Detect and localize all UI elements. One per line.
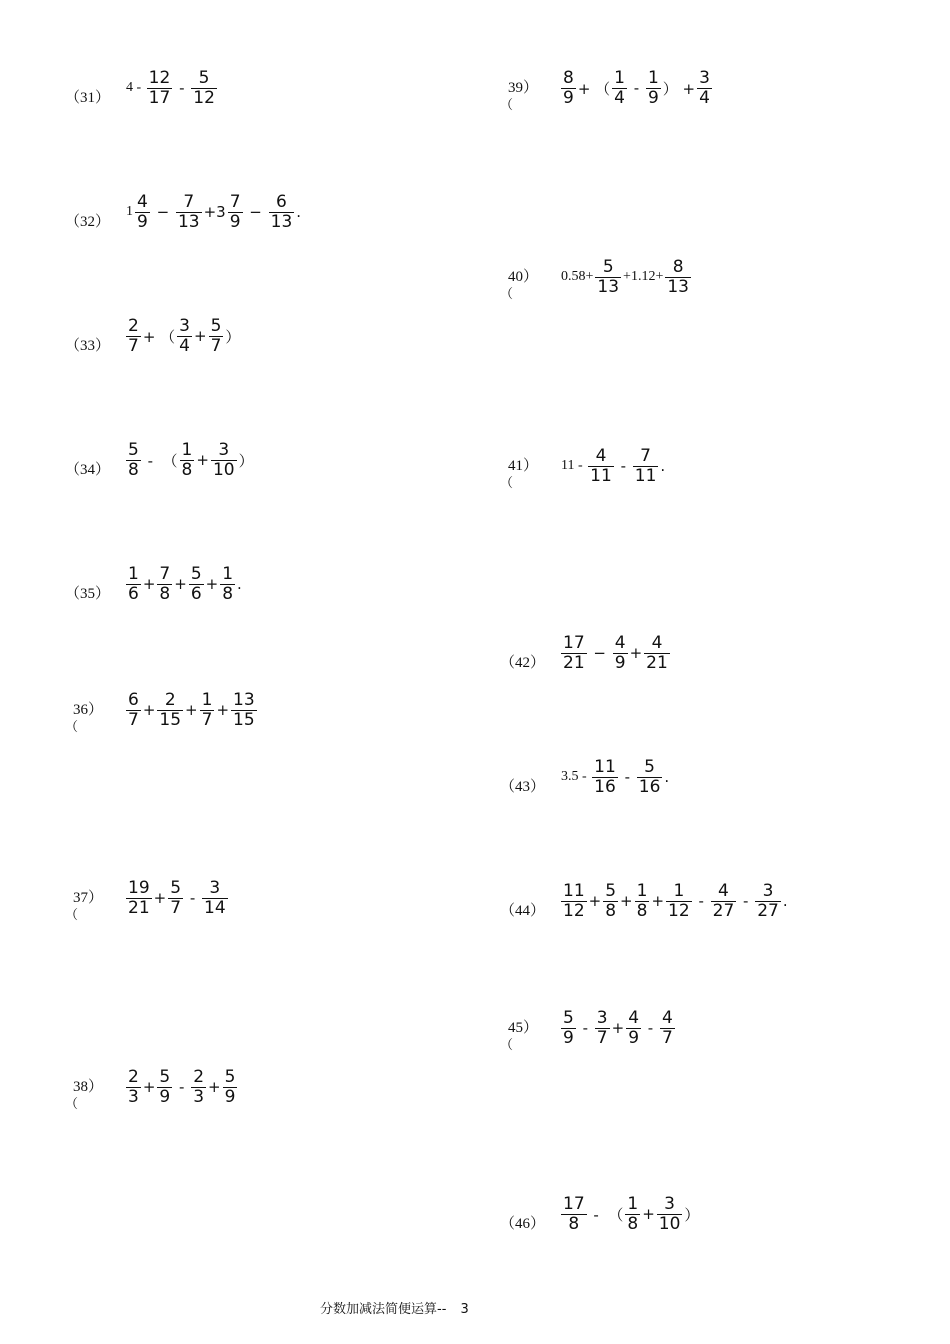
- fraction: [126, 1068, 141, 1107]
- numerator: 5: [210, 315, 222, 336]
- operator-text: 1: [126, 204, 133, 219]
- problem-number-paren: （: [65, 1096, 79, 1111]
- expression: [560, 629, 671, 677]
- fraction: [697, 69, 712, 108]
- operator-text: 3.5 -: [561, 769, 591, 784]
- fraction: [191, 1068, 206, 1107]
- numerator: 1: [128, 563, 139, 584]
- fraction: [269, 193, 295, 232]
- operator-text: +: [611, 1019, 625, 1037]
- fraction: [711, 882, 737, 921]
- fraction: [561, 1195, 587, 1234]
- operator-text: .: [296, 203, 302, 221]
- numerator: 1: [647, 67, 659, 88]
- operator-text: +: [208, 1078, 221, 1096]
- numerator: 3: [596, 1007, 608, 1028]
- numerator: 3: [179, 315, 190, 336]
- denominator: 3: [128, 1086, 139, 1107]
- fraction: [211, 441, 237, 480]
- numerator: 4: [628, 1007, 640, 1028]
- expression: [560, 64, 713, 112]
- operator-text: -: [643, 1019, 658, 1037]
- denominator: 9: [229, 211, 241, 232]
- operator-text: +: [194, 327, 207, 345]
- expression: [560, 442, 666, 490]
- problem-number: （34）: [65, 462, 111, 478]
- operator-text: - （: [588, 1205, 624, 1224]
- page-footer: [320, 1298, 469, 1317]
- operator-text: .: [782, 892, 788, 910]
- operator-text: -: [619, 768, 635, 786]
- fraction: [176, 193, 202, 232]
- denominator: 21: [128, 897, 150, 918]
- denominator: 10: [658, 1213, 681, 1234]
- operator-text: -: [174, 1078, 190, 1096]
- numerator: 5: [644, 756, 655, 777]
- fraction: [626, 1009, 641, 1048]
- problem-number: 37）: [73, 890, 104, 906]
- fraction: [612, 69, 627, 108]
- fraction: [191, 69, 217, 108]
- operator-text: +: [651, 892, 665, 910]
- problem-number-paren: （: [500, 286, 514, 301]
- fraction: [180, 441, 195, 480]
- operator-text: -: [185, 889, 200, 907]
- operator-text: −: [151, 203, 174, 221]
- denominator: 8: [605, 900, 617, 921]
- denominator: 8: [159, 583, 171, 604]
- fraction: [635, 882, 650, 921]
- problem-number: （42）: [500, 655, 546, 671]
- denominator: 13: [667, 276, 689, 297]
- denominator: 10: [212, 459, 235, 480]
- fraction: [147, 69, 173, 108]
- fraction: [135, 193, 150, 232]
- fraction: [657, 1195, 683, 1234]
- numerator: 7: [183, 191, 195, 212]
- operator-text: +: [216, 701, 230, 719]
- operator-text: +: [142, 701, 156, 719]
- fraction: [644, 634, 670, 673]
- numerator: 3: [218, 439, 230, 460]
- numerator: 4: [614, 632, 626, 653]
- denominator: 12: [193, 87, 215, 108]
- operator-text: ）: [238, 451, 254, 470]
- numerator: 4: [718, 880, 729, 901]
- expression: [560, 753, 670, 801]
- problem-number: （46）: [500, 1216, 546, 1232]
- denominator: 4: [614, 87, 625, 108]
- operator-text: +1.12+: [623, 269, 664, 284]
- denominator: 13: [270, 211, 293, 232]
- fraction: [660, 1009, 675, 1048]
- problem-number: （43）: [500, 779, 546, 795]
- numerator: 5: [170, 877, 182, 898]
- expression: [560, 253, 692, 301]
- fraction: [666, 882, 692, 921]
- fraction: [126, 691, 141, 730]
- fraction: [665, 258, 691, 297]
- operator-text: +: [588, 892, 602, 910]
- denominator: 15: [233, 709, 255, 730]
- operator-text: .: [664, 768, 670, 786]
- denominator: 9: [647, 87, 659, 108]
- denominator: 9: [224, 1086, 236, 1107]
- numerator: 3: [762, 880, 774, 901]
- numerator: 13: [233, 689, 255, 710]
- operator-text: 0.58+: [561, 269, 594, 284]
- expression: [125, 686, 258, 734]
- operator-text: +: [642, 1205, 655, 1223]
- operator-text: +: [185, 701, 198, 719]
- fraction: [202, 879, 228, 918]
- fraction: [231, 691, 257, 730]
- problem-number: （35）: [65, 586, 111, 602]
- operator-text: +: [629, 644, 643, 662]
- denominator: 8: [181, 459, 193, 480]
- fraction: [209, 317, 224, 356]
- denominator: 7: [128, 335, 139, 356]
- operator-text: 4 -: [126, 80, 145, 95]
- fraction: [126, 317, 141, 356]
- expression: [125, 312, 241, 360]
- numerator: 3: [209, 877, 221, 898]
- denominator: 12: [563, 900, 585, 921]
- operator-text: +: [174, 575, 187, 593]
- numerator: 8: [672, 256, 684, 277]
- problem-number-paren: （: [500, 1037, 514, 1052]
- operator-text: -: [629, 79, 644, 97]
- fraction: [157, 691, 183, 730]
- numerator: 5: [190, 563, 202, 584]
- fraction: [157, 1068, 172, 1107]
- operator-text: .: [660, 457, 666, 475]
- fraction: [177, 317, 192, 356]
- denominator: 7: [661, 1027, 673, 1048]
- expression: [560, 1190, 700, 1238]
- denominator: 21: [563, 652, 585, 673]
- fraction: [603, 882, 618, 921]
- denominator: 7: [596, 1027, 608, 1048]
- fraction: [633, 447, 659, 486]
- numerator: 12: [148, 67, 171, 88]
- denominator: 9: [137, 211, 148, 232]
- numerator: 17: [563, 1193, 585, 1214]
- problem-number: （31）: [65, 90, 111, 106]
- operator-text: ） +: [662, 79, 696, 98]
- fraction: [168, 879, 183, 918]
- numerator: 5: [198, 67, 210, 88]
- denominator: 8: [222, 583, 234, 604]
- operator-text: 11 -: [561, 458, 587, 473]
- problem-number: 45）: [508, 1020, 539, 1036]
- denominator: 27: [712, 900, 735, 921]
- denominator: 13: [597, 276, 620, 297]
- numerator: 19: [128, 877, 150, 898]
- problem-number: 41）: [508, 458, 539, 474]
- problem-number-paren: （: [500, 475, 514, 490]
- denominator: 9: [614, 652, 626, 673]
- fraction: [126, 565, 141, 604]
- numerator: 1: [181, 439, 193, 460]
- denominator: 21: [646, 652, 668, 673]
- fraction: [200, 691, 215, 730]
- problem-number-paren: （: [65, 907, 79, 922]
- denominator: 11: [590, 465, 612, 486]
- problem-number: 36）: [73, 702, 104, 718]
- fraction: [561, 69, 576, 108]
- fraction: [595, 1009, 610, 1048]
- numerator: 3: [664, 1193, 675, 1214]
- denominator: 14: [204, 897, 226, 918]
- fraction: [646, 69, 661, 108]
- expression: [125, 560, 243, 608]
- operator-text: −: [588, 644, 611, 662]
- operator-text: ）: [684, 1205, 700, 1224]
- denominator: 7: [210, 335, 222, 356]
- problem-number: 38）: [73, 1079, 104, 1095]
- numerator: 5: [159, 1066, 171, 1087]
- fraction: [561, 882, 587, 921]
- fraction: [126, 441, 141, 480]
- operator-text: -: [577, 1019, 593, 1037]
- numerator: 5: [563, 1007, 574, 1028]
- numerator: 2: [128, 1066, 139, 1087]
- numerator: 4: [661, 1007, 673, 1028]
- expression: [560, 1004, 676, 1052]
- numerator: 1: [627, 1193, 639, 1214]
- operator-text: +: [153, 889, 167, 907]
- numerator: 8: [563, 67, 574, 88]
- numerator: 7: [640, 445, 651, 466]
- denominator: 7: [128, 709, 139, 730]
- expression: [560, 877, 789, 925]
- operator-text: +: [620, 892, 633, 910]
- fraction: [561, 634, 587, 673]
- fraction: [223, 1068, 238, 1107]
- numerator: 2: [164, 689, 176, 710]
- numerator: 4: [595, 445, 607, 466]
- denominator: 4: [699, 87, 710, 108]
- fraction: [595, 258, 621, 297]
- denominator: 9: [563, 87, 574, 108]
- denominator: 9: [159, 1086, 171, 1107]
- denominator: 7: [170, 897, 182, 918]
- denominator: 16: [594, 776, 616, 797]
- numerator: 7: [159, 563, 171, 584]
- operator-text: -: [693, 892, 709, 910]
- denominator: 27: [757, 900, 779, 921]
- denominator: 9: [628, 1027, 640, 1048]
- numerator: 1: [201, 689, 213, 710]
- problem-number: （44）: [500, 903, 546, 919]
- denominator: 16: [638, 776, 661, 797]
- denominator: 3: [193, 1086, 205, 1107]
- numerator: 6: [276, 191, 287, 212]
- fraction: [625, 1195, 640, 1234]
- fraction: [189, 565, 204, 604]
- numerator: 5: [224, 1066, 236, 1087]
- expression: [125, 188, 302, 236]
- numerator: 7: [229, 191, 241, 212]
- expression: [125, 1063, 238, 1111]
- numerator: 5: [605, 880, 617, 901]
- operator-text: -: [174, 79, 190, 97]
- numerator: 1: [222, 563, 234, 584]
- numerator: 1: [636, 880, 648, 901]
- numerator: 1: [673, 880, 685, 901]
- problem-number-paren: （: [65, 719, 79, 734]
- denominator: 17: [148, 87, 171, 108]
- numerator: 17: [563, 632, 585, 653]
- page-number: 3: [460, 1302, 469, 1317]
- operator-text: + （: [142, 327, 176, 346]
- problem-number: （32）: [65, 214, 111, 230]
- operator-text: +: [142, 575, 156, 593]
- denominator: 4: [179, 335, 190, 356]
- denominator: 12: [668, 900, 690, 921]
- denominator: 8: [636, 900, 648, 921]
- operator-text: - （: [142, 451, 178, 470]
- numerator: 4: [651, 632, 663, 653]
- problem-number: （33）: [65, 338, 111, 354]
- operator-text: +: [196, 451, 209, 469]
- numerator: 2: [128, 315, 139, 336]
- operator-text: −: [244, 203, 267, 221]
- expression: [125, 436, 255, 484]
- operator-text: .: [237, 575, 242, 593]
- numerator: 1: [614, 67, 625, 88]
- fraction: [755, 882, 781, 921]
- fraction: [228, 193, 243, 232]
- fraction: [220, 565, 235, 604]
- fraction: [592, 758, 618, 797]
- fraction: [157, 565, 172, 604]
- expression: [125, 874, 229, 922]
- operator-text: ）: [225, 327, 241, 346]
- denominator: 8: [568, 1213, 580, 1234]
- denominator: 11: [634, 465, 657, 486]
- denominator: 8: [627, 1213, 639, 1234]
- denominator: 7: [201, 709, 213, 730]
- numerator: 2: [193, 1066, 205, 1087]
- fraction: [561, 1009, 576, 1048]
- numerator: 11: [594, 756, 616, 777]
- numerator: 4: [137, 191, 148, 212]
- operator-text: -: [615, 457, 631, 475]
- denominator: 6: [128, 583, 139, 604]
- numerator: 3: [699, 67, 710, 88]
- fraction: [613, 634, 628, 673]
- fraction: [588, 447, 614, 486]
- operator-text: +: [142, 1078, 156, 1096]
- numerator: 5: [128, 439, 139, 460]
- denominator: 6: [190, 583, 202, 604]
- operator-text: +3: [203, 203, 226, 221]
- problem-number-paren: （: [500, 97, 514, 112]
- problem-number: 39）: [508, 80, 539, 96]
- footer-title: 分数加减法简便运算--: [320, 1302, 447, 1317]
- numerator: 5: [602, 256, 614, 277]
- denominator: 13: [177, 211, 200, 232]
- numerator: 6: [128, 689, 139, 710]
- fraction: [126, 879, 152, 918]
- numerator: 11: [563, 880, 585, 901]
- problem-number: 40）: [508, 269, 539, 285]
- fraction: [637, 758, 663, 797]
- operator-text: + （: [577, 79, 611, 98]
- denominator: 9: [563, 1027, 574, 1048]
- denominator: 15: [159, 709, 182, 730]
- operator-text: -: [738, 892, 754, 910]
- expression: [125, 64, 218, 112]
- operator-text: +: [205, 575, 219, 593]
- denominator: 8: [128, 459, 139, 480]
